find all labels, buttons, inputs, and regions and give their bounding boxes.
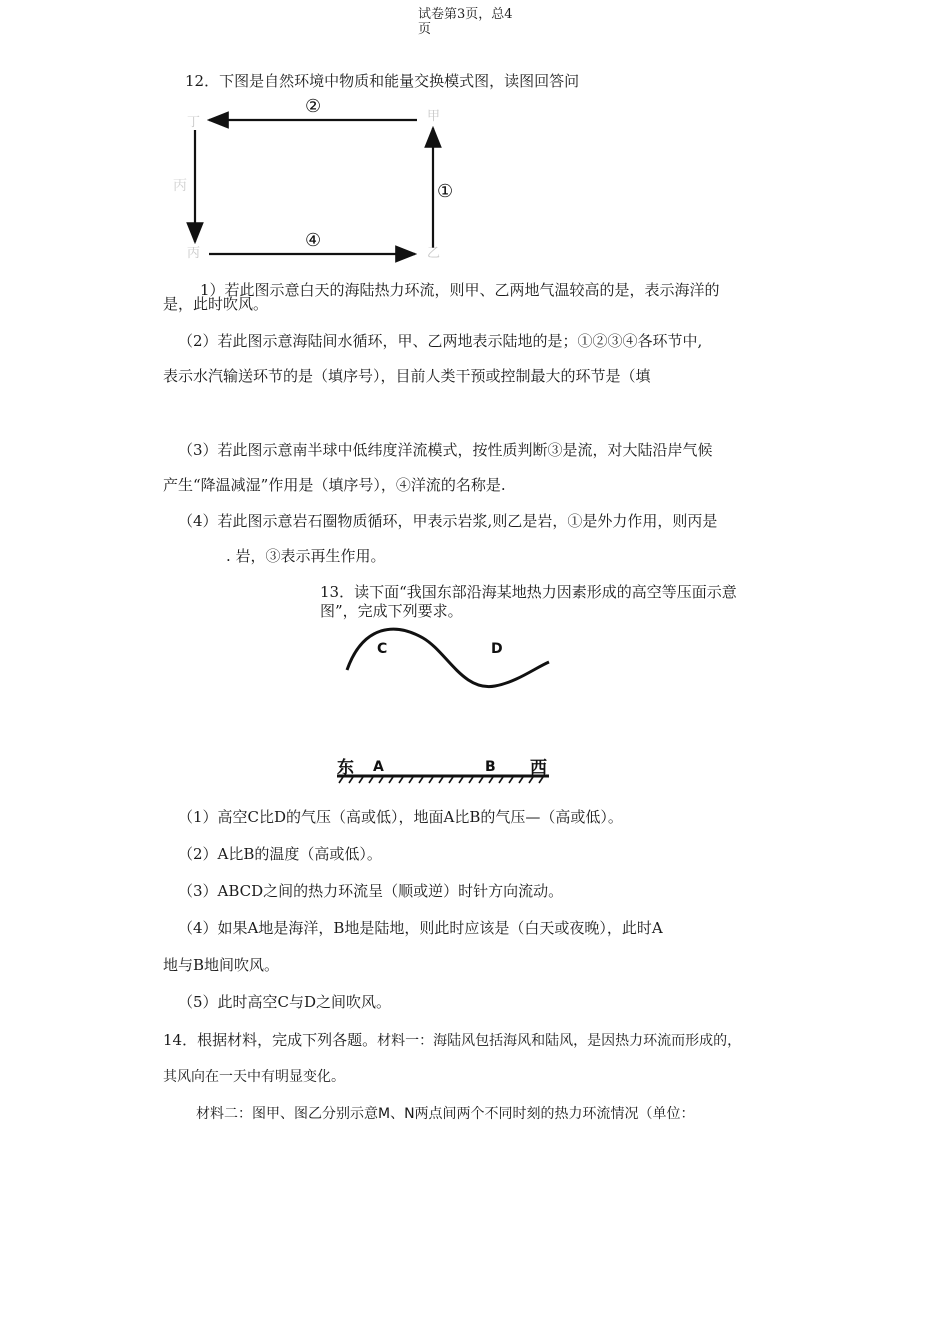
q13-ground-line (335, 750, 555, 786)
q12-part1-line2: 是，此时吹风。 (163, 295, 269, 313)
q14-intro-line1 (163, 1030, 741, 1051)
corner-label-br: 乙 (427, 246, 441, 261)
q14-material2: 材料二：图甲、图乙分别示意M、N两点间两个不同时刻的热力环流情况（单位： (196, 1106, 695, 1122)
q14-intro-line2: 其风向在一天中有明显变化。 (163, 1069, 345, 1085)
q13-part5: （5）此时高空C与D之间吹风。 (178, 993, 392, 1011)
q13-title-line2: 图”，完成下列要求。 (320, 602, 463, 620)
q13-part4-line2: 地与B地间吹风。 (163, 956, 280, 974)
q12-cycle-diagram (165, 90, 465, 270)
label-east: 东 (337, 758, 354, 778)
q12-part4-line2: . 岩，③表示再生作用。 (226, 547, 386, 565)
q13-title-line1: 13．读下面“我国东部沿海某地热力因素形成的高空等压面示意 (320, 583, 737, 601)
label-c: C (377, 641, 388, 657)
q12-title: 12．下图是自然环境中物质和能量交换模式图，读图回答问 (185, 72, 580, 90)
q14-material1: 材料一：海陆风包括海风和陆风，是因热力环流而形成的， (377, 1033, 742, 1049)
label-d: D (491, 641, 503, 657)
page-header-line1: 试卷第3页，总4 (418, 7, 513, 22)
q12-part3-line1: （3）若此图示意南半球中低纬度洋流模式，按性质判断③是流，对大陆沿岸气候 (178, 441, 713, 459)
arrow-2-label: ② (305, 96, 322, 117)
label-a: A (373, 759, 384, 775)
q13-part1: （1）高空C比D的气压（高或低），地面A比B的气压—（高或低）。 (178, 808, 623, 826)
q12-part2-line1: （2）若此图示意海陆间水循环，甲、乙两地表示陆地的是；①②③④各环节中, (178, 332, 703, 350)
label-b: B (485, 759, 496, 775)
side-label-left: 丙 (173, 178, 187, 194)
ground-hatching (339, 777, 543, 783)
q13-isobar-curve (335, 620, 565, 700)
arrow-4-label: ④ (305, 230, 322, 251)
q13-part4-line1: （4）如果A地是海洋，B地是陆地，则此时应该是（白天或夜晚），此时A (178, 919, 663, 937)
page-header-line2: 页 (418, 22, 432, 37)
arrow-1-label: ① (437, 181, 454, 202)
corner-label-tr: 甲 (427, 109, 441, 124)
isobar-line (347, 629, 549, 686)
q12-part3-line2: 产生“降温减湿”作用是（填序号），④洋流的名称是. (163, 476, 506, 494)
q13-part3: （3）ABCD之间的热力环流呈（顺或逆）时针方向流动。 (178, 882, 564, 900)
corner-label-bl: 丙 (187, 246, 201, 261)
corner-label-tl: 丁 (187, 115, 201, 130)
q12-part2-line2: 表示水汽输送环节的是（填序号），目前人类干预或控制最大的环节是（填 (163, 367, 651, 385)
q13-part2: （2）A比B的温度（高或低）。 (178, 845, 382, 863)
q12-part4-line1: （4）若此图示意岩石圈物质循环，甲表示岩浆,则乙是岩，①是外力作用，则丙是 (178, 512, 718, 530)
q12-part1-line1: 1）若此图示意白天的海陆热力环流，则甲、乙两地气温较高的是，表示海洋的 (200, 281, 720, 299)
label-west: 西 (530, 758, 547, 778)
q14-lead: 14．根据材料，完成下列各题。 (163, 1031, 378, 1049)
